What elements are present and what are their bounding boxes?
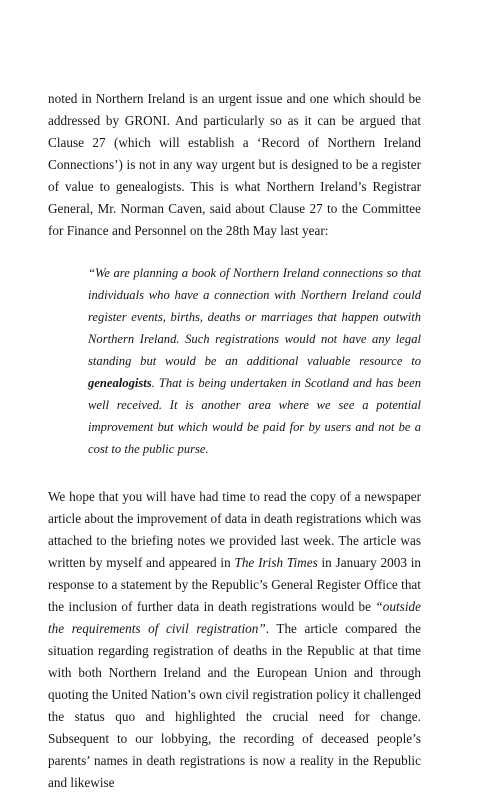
paragraph-newspaper-article	[48, 486, 421, 794]
quote-text-start: “We are planning a book of Northern Ireland connections so that individuals who have a connection with Northern Ireland could register events, births, deaths or marriages that happen outwith Northern Ireland. Such registrations would not have any legal standing but would be an additional valuable resource to	[88, 266, 421, 368]
paragraph-groni-clause-27: noted in Northern Ireland is an urgent issue and one which should be addressed by GRONI. And particularly so as it can be argued that Clause 27 (which will establish a ‘Record of Northern Ireland Connections’) is not in any way urgent but is designed to be a register of value to genealogists. This is what Northern Ireland’s Registrar General, Mr. Norman Caven, said about Clause 27 to the Committee for Finance and Personnel on the 28th May last year:	[48, 91, 421, 238]
block-quote-registrar-general	[88, 262, 421, 460]
quoted-phrase: “outside the requirements of civil registration”	[48, 599, 421, 636]
paragraph2-part1: We hope that you will have had time to read the copy of a newspaper article about the improvement of data in death registrations which was attached to the briefing notes we provided last week. The article was written by myself and appeared in	[48, 489, 421, 570]
quote-text-end: . That is being undertaken in Scotland and has been well received. It is another area where we see a potential improvement but which would be paid for by users and not be a cost to the public purse.	[88, 376, 421, 456]
newspaper-name: The Irish Times	[234, 555, 318, 570]
paragraph2-part2: in January 2003 in response to a statement by the Republic’s General Register Office that the inclusion of further data in death registrations would be	[48, 555, 421, 614]
paragraph2-part3: . The article compared the situation regarding registration of deaths in the Republic at that time with both Northern Ireland and the European Union and through quoting the United Nation’s own civil registration policy it challenged the status quo and highlighted the crucial need for change. Subsequent to our lobbying, the recording of deceased people’s parents’ names in death registrations is now a reality in the Republic and likewise	[48, 621, 421, 790]
quote-bold-genealogists: genealogists	[88, 376, 152, 390]
